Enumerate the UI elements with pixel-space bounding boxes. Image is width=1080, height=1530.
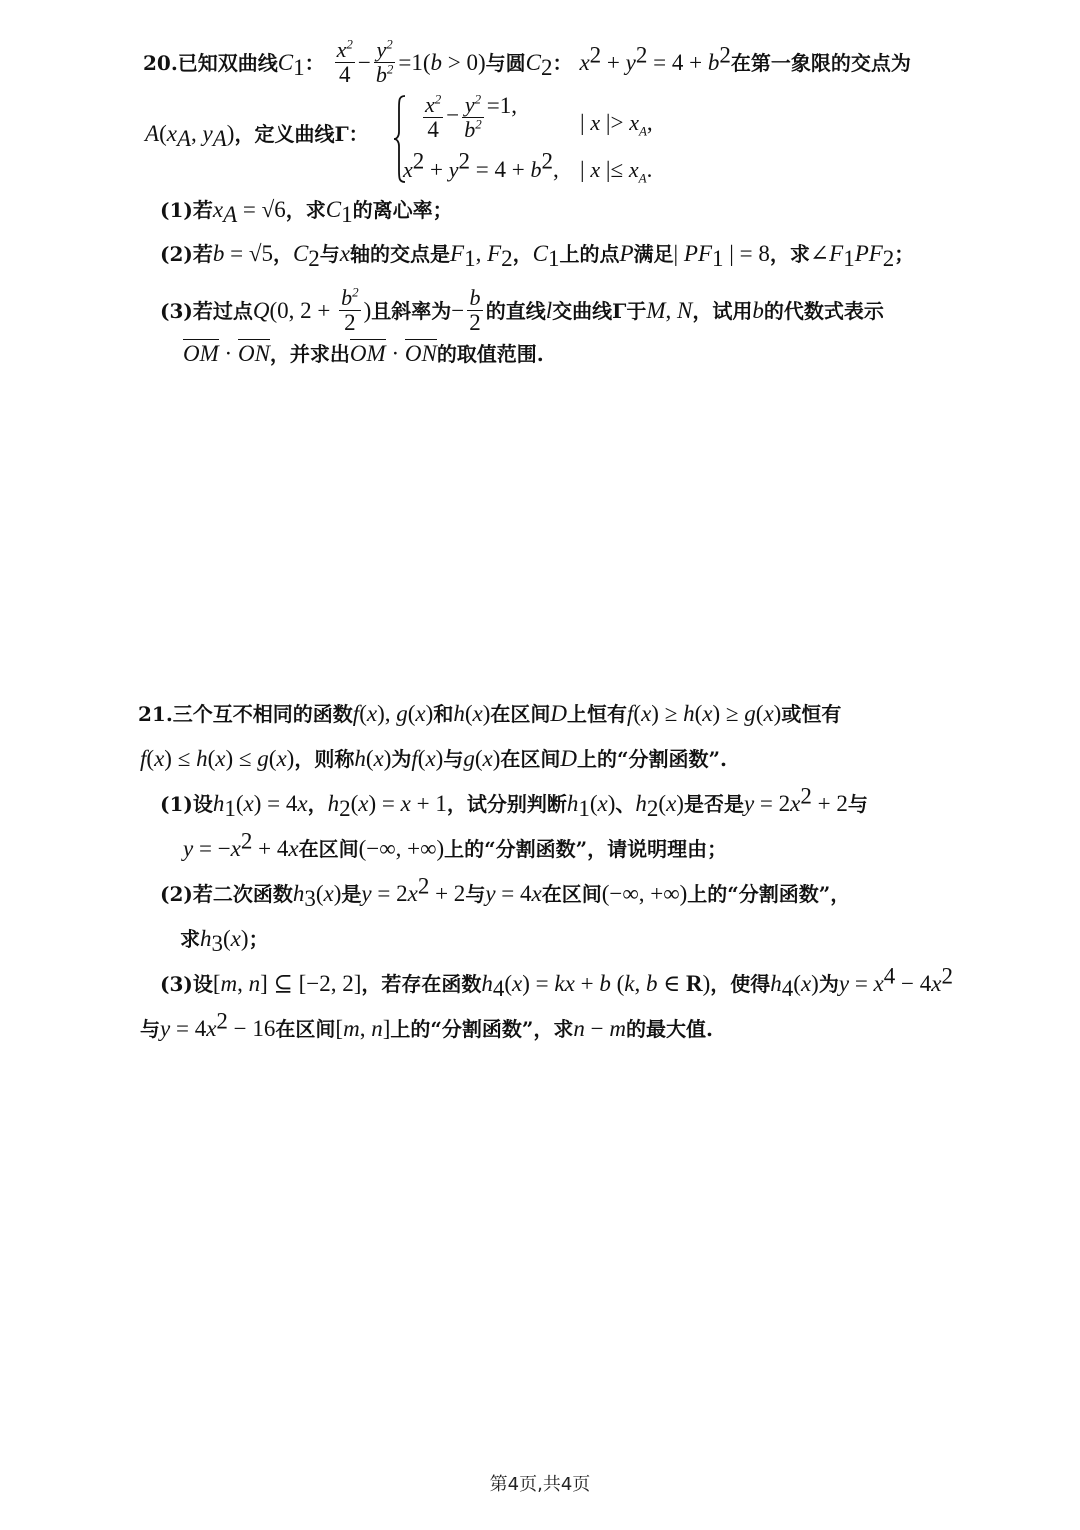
q20-part2-text-4: ， [512,242,533,266]
q20-part1-text: ，求 [285,198,326,222]
q20-part-2: (2)若b = √5，$C_2$与x轴的交点是$F_1$, $F_2$，$C_1$上的点P满足| $PF_1$ | = 8，求$\angle F_1PF_2$； [160,241,915,271]
q21-number: 21. [138,702,173,726]
q20-part1-tail: 的离心率； [352,198,453,222]
q21-text-6: ，则称 [294,747,355,771]
q20-text-3: 在第一象限的交点为 [730,51,911,75]
q21-text-10: 上的“分割函数”. [577,747,728,771]
q21-text-9: 在区间 [500,747,561,771]
q20-part1-label: (1)若 [160,198,213,222]
q20-part2-text-7: ，求 [769,242,810,266]
q20-part2-text-8: ； [894,242,915,266]
q21-part2-label: (2)若二次函数 [160,882,293,906]
q21-part1-text-1: ， [307,792,328,816]
q20-part2-text-3: 轴的交点是 [350,242,451,266]
q20-part2-text-6: 满足 [633,242,674,266]
q21-part2-text-2: 与 [465,882,486,906]
q20-part-3-cont: OM · ON，并求出OM · ON的取值范围. [183,341,544,366]
q20-part2-text-2: 与 [319,242,340,266]
q21-part2-text-6: ； [248,927,269,951]
q20-line-1: 20.已知双曲线$C_1$： $\frac{x^2}{4}$ − $\frac{y^2}{b^2}$ =1(b > 0)与圆$C_2$： $x^2 + y^2 = 4 + b^2$在第一象限的交点为 [143,36,911,87]
q21-part3-text-1: ，若存在函数 [361,972,482,996]
q21-part-2: (2)若二次函数$h_3(x)$是$y = 2x^2 + 2$与y = 4x在区间(−∞, +∞)上的“分割函数”， [160,873,851,911]
q21-part-3-cont: 与$y = 4x^2 - 16$在区间[m, n]上的“分割函数”，求n − m的最大值. [140,1008,713,1041]
q21-line-1: 21.三个互不相同的函数f(x), g(x)和h(x)在区间D上恒有f(x) ≥ h(x) ≥ g(x)或恒有 [138,701,842,726]
q21-part3-text-6: 上的“分割函数”，求 [390,1017,574,1041]
q20-number: 20. [143,51,178,75]
q21-text-1: 三个互不相同的函数 [172,702,353,726]
q20-part3-text-2: 的直线 [485,299,546,323]
q20-part-1: (1)若$x_A = √6$，求$C_1$的离心率； [160,197,453,227]
q21-part1-text-2: ，试分别判断 [446,792,567,816]
fraction-y2-b2: $\frac{y^2}{b^2}$ [375,36,394,87]
q20-part3-text-3: 交曲线Γ于 [552,299,647,323]
q20-line-2: $A(x_A$, $y_A$)，定义曲线Γ： [145,121,369,151]
q21-part2-text-5: 求 [180,927,200,951]
q21-part3-text-2: ，使得 [710,972,771,996]
q21-part2-text-1: 是 [341,882,362,906]
q20-part3-text-7: 的取值范围. [436,342,544,366]
q21-part3-text-3: 为 [818,972,839,996]
q21-part1-label: (1)设 [160,792,213,816]
q21-part3-text-7: 的最大值. [626,1017,713,1041]
q21-text-3: 在区间 [490,702,551,726]
page-footer: 第4页,共4页 [489,1474,591,1495]
q21-text-8: 与 [443,747,464,771]
q21-part3-text-5: 在区间 [275,1017,336,1041]
piecewise-row-2: $x^2 + y^2 = 4 + b^2$, | x |≤ $x_A$. [403,148,653,186]
q21-part3-label: (3)设 [160,972,213,996]
q20-part3-text-1: 且斜率为 [371,299,452,323]
q21-text-4: 上恒有 [567,702,627,726]
q21-part1-text-7: 上的“分割函数”，请说明理由； [444,837,728,861]
q21-part1-text-6: 在区间 [298,837,359,861]
q20-text-4: ，定义曲线Γ： [234,122,369,146]
q21-text-5: 或恒有 [781,702,842,726]
q21-part-2-cont: 求$h_3(x)$； [180,926,269,956]
q21-part1-text-5: 与 [847,792,868,816]
q21-part1-text-3: 、 [615,792,636,816]
q21-text-7: 为 [391,747,412,771]
q21-part3-text-4: 与 [140,1017,160,1041]
piecewise-row-1: $\frac{x^2}{4}$ − $\frac{y^2}{b^2}$ =1, | x |> $x_A$, [425,91,653,142]
q21-line-2: f(x) ≤ h(x) ≤ g(x)，则称h(x)为f(x)与g(x)在区间D上的“分割函数”. [140,746,728,771]
q20-text-1: 已知双曲线 [177,51,278,75]
q20-part-3: (3)若过点Q(0, 2 + $\frac{b^2}{2}$ )且斜率为− $\frac{b}{2}$ 的直线l交曲线Γ于M, N，试用b的代数式表示 [160,284,884,335]
q21-part-3: (3)设[m, n] ⊆ [−2, 2]，若存在函数$h_4(x)$ = kx + b (k, b ∈ R)，使得$h_4(x)$为$y = x^4 - 4x^2$ [160,963,953,1001]
q20-text-2: 与圆 [485,51,526,75]
q20-part3-label: (3)若过点 [160,299,253,323]
q20-part3-text-4: ，试用 [692,299,753,323]
q21-part-1-cont: $y = -x^2 + 4x$在区间(−∞, +∞)上的“分割函数”，请说明理由； [183,828,728,861]
q21-part-1: (1)设$h_1(x) = 4x$，$h_2(x) = x + 1$，试分别判断$h_1(x)$、$h_2(x)$是否是$y = 2x^2 + 2$与 [160,783,868,821]
q20-part2-label: (2)若 [160,242,213,266]
fraction-x2-4: $\frac{x^2}{4}$ [336,36,353,87]
q20-part2-text-1: ， [272,242,293,266]
q21-part2-text-4: 上的“分割函数”， [687,882,851,906]
q20-part3-text-5: 的代数式表示 [763,299,884,323]
q21-part1-text-4: 是否是 [683,792,744,816]
q20-part3-text-6: ，并求出 [269,342,350,366]
q21-part2-text-3: 在区间 [541,882,602,906]
q21-text-2: 和 [433,702,454,726]
q20-part2-text-5: 上的点 [559,242,620,266]
